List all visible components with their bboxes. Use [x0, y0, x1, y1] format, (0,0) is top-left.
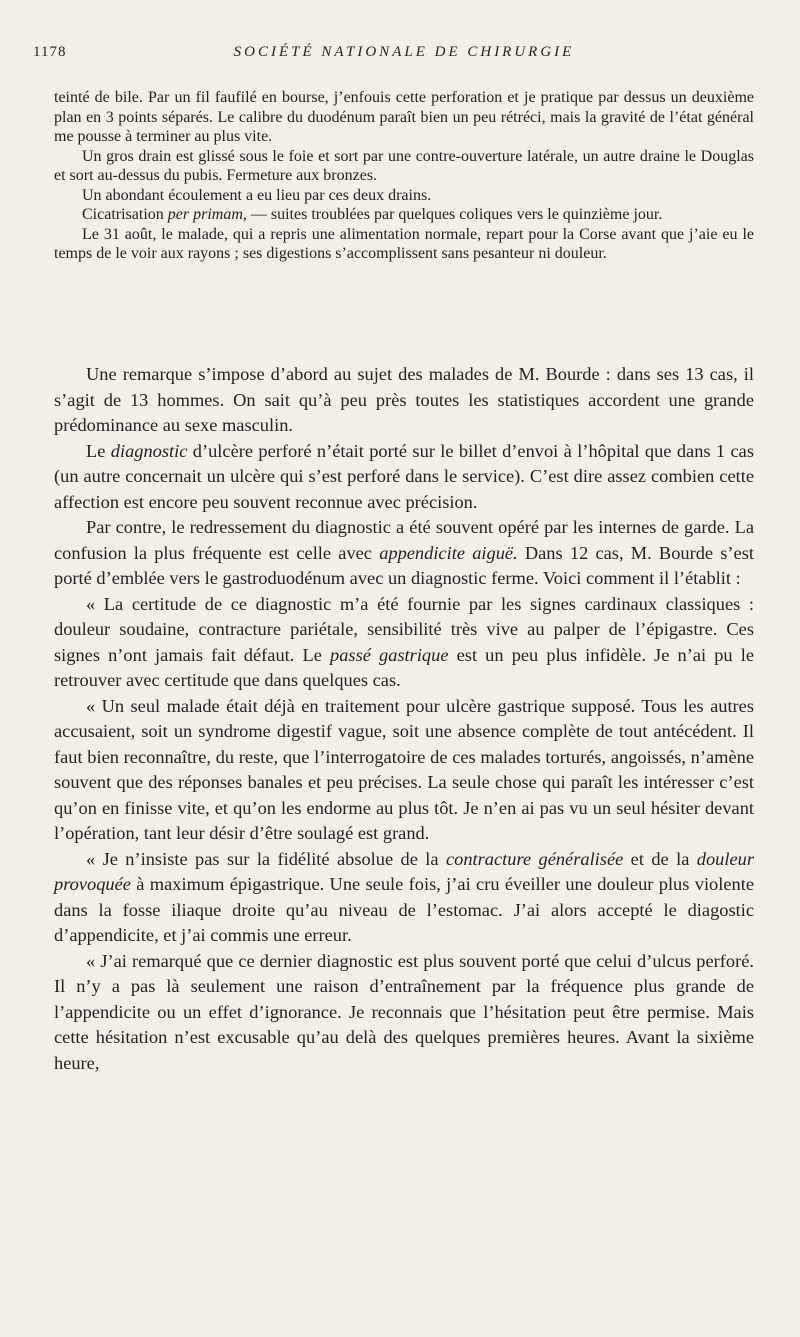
text-run: d’ulcère perforé n’était porté sur le billet d’envoi à l’hôpital que dans 1 cas (un autre concernait un ulcère qui s’est perforé dans le service). C’est dire assez combien cette affection est encore peu souvent reconnue avec précision.	[54, 440, 754, 512]
italic-term: douleur provoquée	[54, 848, 754, 894]
case-paragraph-3: Un abondant écoulement a eu lieu par ces deux drains.	[82, 186, 432, 204]
text-run: — suites troublées par quelques coliques vers le quinzième jour.	[246, 206, 663, 223]
italic-term: contracture généralisée	[445, 848, 624, 869]
text-run: Le	[86, 440, 111, 461]
text-run: « La certitude de ce diagnostic m’a été fournie par les signes cardinaux classiques : douleur soudaine, contracture pariétale, sensibilité très vive au palper de l’épigastre. Ces signes n’ont jamais fait défaut. Le	[54, 593, 754, 665]
main-paragraph-1: Une remarque s’impose d’abord au sujet des malades de M. Bourde : dans ses 13 cas, il s’agit de 13 hommes. On sait qu’à peu près toutes les statistiques accordent une grande prédominance au sexe masculin.	[54, 364, 754, 435]
main-text	[54, 362, 754, 1076]
italic-term: passé gastrique	[330, 644, 449, 665]
main-paragraph-4	[54, 592, 754, 694]
page-header	[33, 44, 754, 68]
case-report	[54, 88, 754, 264]
main-paragraph-7: « J’ai remarqué que ce dernier diagnostic est plus souvent porté que celui d’ulcus perforé. Il n’y a pas là seulement une raison d’entraînement par la fréquence plus grande de l’appendicite ou un effet d’ignorance. Je reconnais que l’hésitation peut être permise. Mais cette hésitation n’est excusable qu’au delà des quelques premières heures. Avant la sixième heure,	[54, 950, 754, 1073]
main-paragraph-2	[54, 439, 754, 516]
text-run: Dans 12 cas, M. Bourde s’est porté d’emblée vers le gastroduodénum avec un diagnostic ferme. Voici comment il l’établit :	[54, 542, 754, 588]
case-paragraph-5: Le 31 août, le malade, qui a repris une alimentation normale, repart pour la Corse avant que j’aie eu le temps de le voir aux rayons ; ses digestions s’accomplissent sans pesanteur ni douleur.	[54, 225, 754, 262]
text-run: « Je n’insiste pas sur la fidélité absolue de la	[86, 848, 446, 869]
case-paragraph-2: Un gros drain est glissé sous le foie et sort par une contre-ouverture latérale, un autre draine le Douglas et sort au-dessus du pubis. Fermeture aux bronzes.	[54, 147, 754, 184]
main-paragraph-6	[54, 847, 754, 949]
case-paragraph-4	[54, 205, 754, 225]
main-paragraph-5: « Un seul malade était déjà en traitement pour ulcère gastrique supposé. Tous les autres accusaient, soit un syndrome digestif vague, soit une absence complète de tout antécédent. Il faut bien reconnaître, du reste, que l’interrogatoire de ces malades torturés, angoissés, n’amène souvent que des réponses banales et peu précises. La seule chose qui paraît les intéresser c’est qu’on en finisse vite, et qu’on les endorme au plus tôt. Je n’en ai pas vu un seul hésiter devant l’opération, tant leur désir d’être soulagé est grand.	[54, 695, 754, 843]
italic-term: appendicite aiguë.	[379, 542, 518, 563]
text-run: est un peu plus infidèle. Je n’ai pu le retrouver avec certitude que dans quelques cas.	[54, 644, 755, 690]
text-run: à maximum épigastrique. Une seule fois, j’ai cru éveiller une douleur plus violente dans la fosse iliaque droite qu’au niveau de l’estomac. J’ai alors accepté le diagostic d’appendicite, et j’ai commis une erreur.	[54, 874, 754, 945]
italic-term: per primam,	[167, 206, 247, 223]
running-title: SOCIÉTÉ NATIONALE DE CHIRURGIE	[233, 44, 575, 60]
italic-term: diagnostic	[110, 440, 188, 461]
main-paragraph-3	[54, 515, 754, 592]
text-run: et de la	[623, 848, 697, 869]
text-run: Par contre, le redressement du diagnostic a été souvent opéré par les internes de garde. La confusion la plus fréquente est celle avec	[54, 517, 754, 563]
page-number: 1178	[33, 44, 67, 60]
case-paragraph-1: teinté de bile. Par un fil faufilé en bourse, j’enfouis cette perforation et je pratique par dessus un deuxième plan en 3 points séparés. Le calibre du duodénum paraît bien un peu rétréci, mais la gravité de l’état général me pousse à terminer au plus vite.	[54, 89, 754, 145]
text-run: Cicatrisation	[82, 206, 168, 223]
